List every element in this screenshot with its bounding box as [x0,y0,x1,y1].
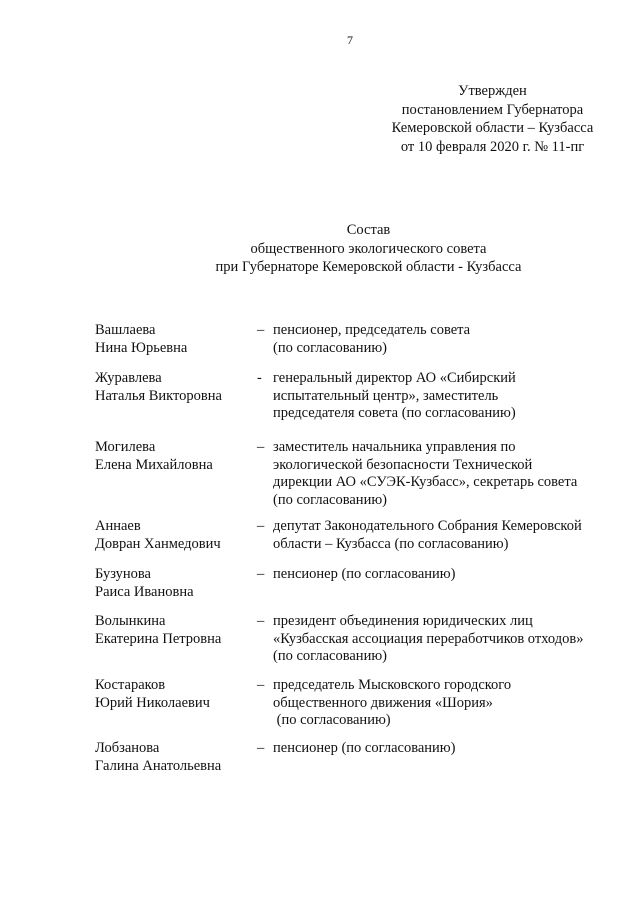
member-surname: Вашлаева [95,322,156,338]
member-given-name: Екатерина Петровна [95,630,222,647]
member-given-name: Нина Юрьевна [95,339,188,356]
role-line: дирекции АО «СУЭК-Кузбасс», секретарь совета [273,474,578,490]
approval-line: Утвержден [458,83,527,99]
member-given-name: Наталья Викторовна [95,387,222,404]
approval-block [370,82,615,156]
member-surname: Могилева [95,439,156,455]
role-line: общественного движения «Шория» [273,694,493,711]
member-dash: - [257,370,262,386]
member-name [95,439,245,474]
member-role [273,439,618,509]
member-dash: – [257,322,265,338]
member-surname: Костараков [95,677,166,693]
role-line: экологической безопасности Технической [273,456,533,473]
member-dash: – [257,518,265,534]
member-name [95,518,245,553]
member-row [95,677,615,731]
member-role [273,322,618,357]
approval-line: постановлением Губернатора [401,101,584,118]
member-given-name: Елена Михайловна [95,456,213,473]
member-role [273,370,618,423]
role-line: президент объединения юридических лиц [273,613,533,629]
title-line: общественного экологического совета [250,240,487,257]
role-line: испытательный центр», заместитель [273,387,499,404]
member-role [273,740,618,758]
approval-line: от 10 февраля 2020 г. № 11-пг [400,138,585,155]
role-line: председателя совета (по согласованию) [273,405,516,421]
role-line: (по согласованию) [273,339,387,356]
member-name [95,322,245,357]
title-line: Состав [346,222,391,238]
role-line: генеральный директор АО «Сибирский [273,370,516,386]
member-row [95,566,615,602]
member-row [95,439,615,511]
member-given-name: Юрий Николаевич [95,694,210,711]
member-name [95,566,245,601]
member-given-name: Галина Анатольевна [95,757,222,774]
role-line: председатель Мысковского городского [273,677,512,693]
page-number: 7 [347,33,353,47]
member-name [95,740,245,775]
member-dash: – [257,613,265,629]
role-line: (по согласованию) [273,648,387,664]
approval-line: Кемеровской области – Кузбасса [391,120,594,136]
member-dash: – [257,740,265,756]
member-row [95,518,615,554]
title-line: при Губернаторе Кемеровской области - Кузбасса [215,259,522,275]
member-given-name: Довран Ханмедович [95,535,221,552]
role-line: области – Кузбасса (по согласованию) [273,535,509,552]
member-role [273,566,618,584]
member-dash: – [257,439,265,455]
role-line: пенсионер (по согласованию) [273,566,456,582]
member-surname: Бузунова [95,566,151,582]
member-row [95,370,615,424]
member-role [273,613,618,666]
role-line: «Кузбасская ассоциация переработчиков отходов» [273,630,584,647]
role-line: пенсионер, председатель совета [273,322,471,338]
member-surname: Аннаев [95,518,141,534]
member-surname: Лобзанова [95,740,160,756]
member-name [95,677,245,712]
member-role [273,518,618,553]
member-row [95,322,615,358]
member-row [95,613,615,667]
role-line: депутат Законодательного Собрания Кемеровской [273,518,582,534]
member-dash: – [257,677,265,693]
member-name [95,370,245,405]
member-dash: – [257,566,265,582]
role-line: пенсионер (по согласованию) [273,740,456,756]
member-surname: Журавлева [95,370,162,386]
member-surname: Волынкина [95,613,166,629]
document-title [0,221,640,277]
role-line: (по согласованию) [273,491,387,508]
member-given-name: Раиса Ивановна [95,583,194,600]
member-name [95,613,245,648]
role-line: заместитель начальника управления по [273,439,516,455]
member-role [273,677,618,730]
role-line: (по согласованию) [273,712,391,728]
member-row [95,740,615,776]
